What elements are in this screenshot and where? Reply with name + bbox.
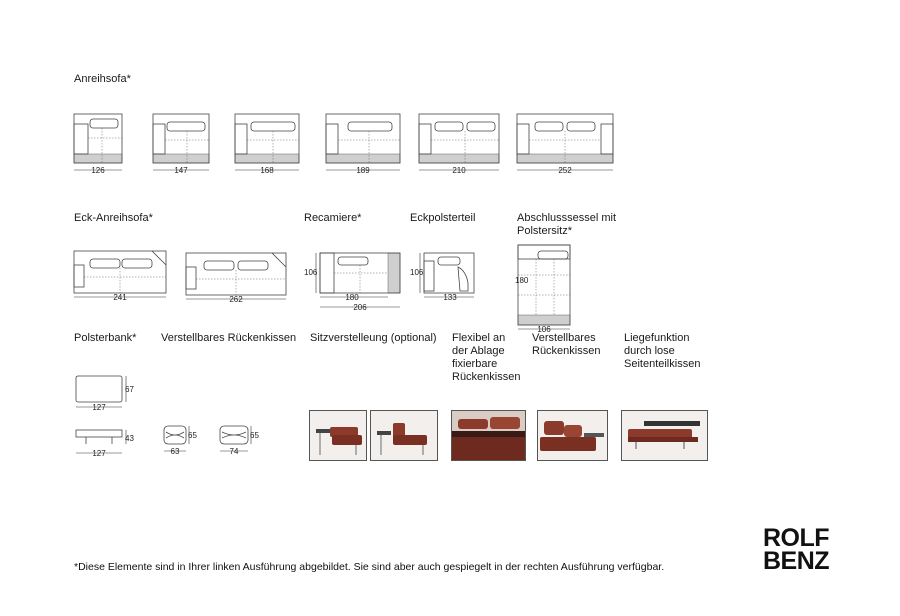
heading-verstellbares-rueckenkissen: Verstellbares Rückenkissen: [161, 332, 297, 344]
logo-line-1: ROLF: [763, 524, 830, 552]
heading-anreihsofa: Anreihsofa*: [74, 73, 131, 85]
kissen-diagram-63: [162, 424, 202, 460]
eck-sofa-diagram-262: [186, 253, 288, 303]
eckpolsterteil-diagram: [410, 253, 480, 305]
dim-252: 252: [558, 166, 572, 175]
sofa-diagram-168: [235, 114, 301, 176]
dim-polsterbank-height: 43: [125, 434, 134, 443]
dim-241: 241: [113, 293, 127, 302]
dim-abschlusssessel-width: 106: [537, 325, 551, 334]
dim-polsterbank-depth: 67: [125, 385, 134, 394]
photo-liegefunktion: [621, 410, 708, 461]
kissen-diagram-74: [218, 424, 264, 460]
dim-kissen-63-height: 65: [188, 431, 197, 440]
heading-verstellbares-rueckenkissen-2: Verstellbares Rückenkissen: [532, 332, 601, 357]
photo-sitzverstellung-2: [370, 410, 438, 461]
photo-verstellbares-rueckenkissen: [537, 410, 608, 461]
sofa-diagram-210: [419, 114, 501, 176]
dim-eckpolsterteil-width: 133: [443, 293, 457, 302]
dim-abschlusssessel-depth: 180: [515, 276, 529, 285]
footnote: *Diese Elemente sind in Ihrer linken Ausführung abgebildet. Sie sind aber auch gespiegelt in der rechten Ausführung verfügbar.: [74, 561, 665, 573]
dim-recamiere-depth: 106: [304, 268, 318, 277]
dim-210: 210: [452, 166, 466, 175]
dim-kissen-74-width: 74: [229, 447, 239, 456]
sofa-diagram-147: [153, 114, 211, 176]
photo-flexibel: [451, 410, 526, 461]
abschlusssessel-diagram: [514, 245, 574, 335]
heading-flexibel: Flexibel an der Ablage fixierbare Rückenkissen: [452, 332, 521, 383]
heading-recamiere: Recamiere*: [304, 212, 362, 224]
dim-recamiere-206: 206: [353, 303, 367, 312]
dim-recamiere-180: 180: [345, 293, 359, 302]
rolf-benz-logo: [763, 524, 830, 575]
dim-147: 147: [174, 166, 188, 175]
dim-262: 262: [229, 295, 243, 304]
photo-sitzverstellung-1: [309, 410, 367, 461]
heading-liegefunktion: Liegefunktion durch lose Seitenteilkissen: [624, 332, 701, 370]
dim-polsterbank-width-top: 127: [92, 403, 106, 412]
dim-168: 168: [260, 166, 274, 175]
dim-189: 189: [356, 166, 370, 175]
sofa-diagram-252: [517, 114, 615, 176]
polsterbank-top-diagram: [74, 376, 136, 416]
heading-eckpolsterteil: Eckpolsterteil: [410, 212, 476, 224]
eck-sofa-diagram-241: [74, 251, 168, 301]
heading-polsterbank: Polsterbank*: [74, 332, 137, 344]
sofa-diagram-189: [326, 114, 402, 176]
heading-eck-anreihsofa: Eck-Anreihsofa*: [74, 212, 153, 224]
logo-line-2: BENZ: [763, 547, 830, 575]
polsterbank-side-diagram: [74, 428, 136, 462]
sofa-diagram-126: [74, 114, 126, 176]
dim-kissen-74-height: 65: [250, 431, 259, 440]
recamiere-diagram: [304, 253, 404, 315]
dim-polsterbank-width-side: 127: [92, 449, 106, 458]
dim-eckpolsterteil-depth: 106: [410, 268, 424, 277]
dim-kissen-63-width: 63: [170, 447, 180, 456]
heading-abschlusssessel: Abschlusssessel mit Polstersitz*: [517, 212, 617, 237]
dim-126: 126: [91, 166, 105, 175]
heading-sitzverstelleung: Sitzverstelleung (optional): [310, 332, 437, 344]
